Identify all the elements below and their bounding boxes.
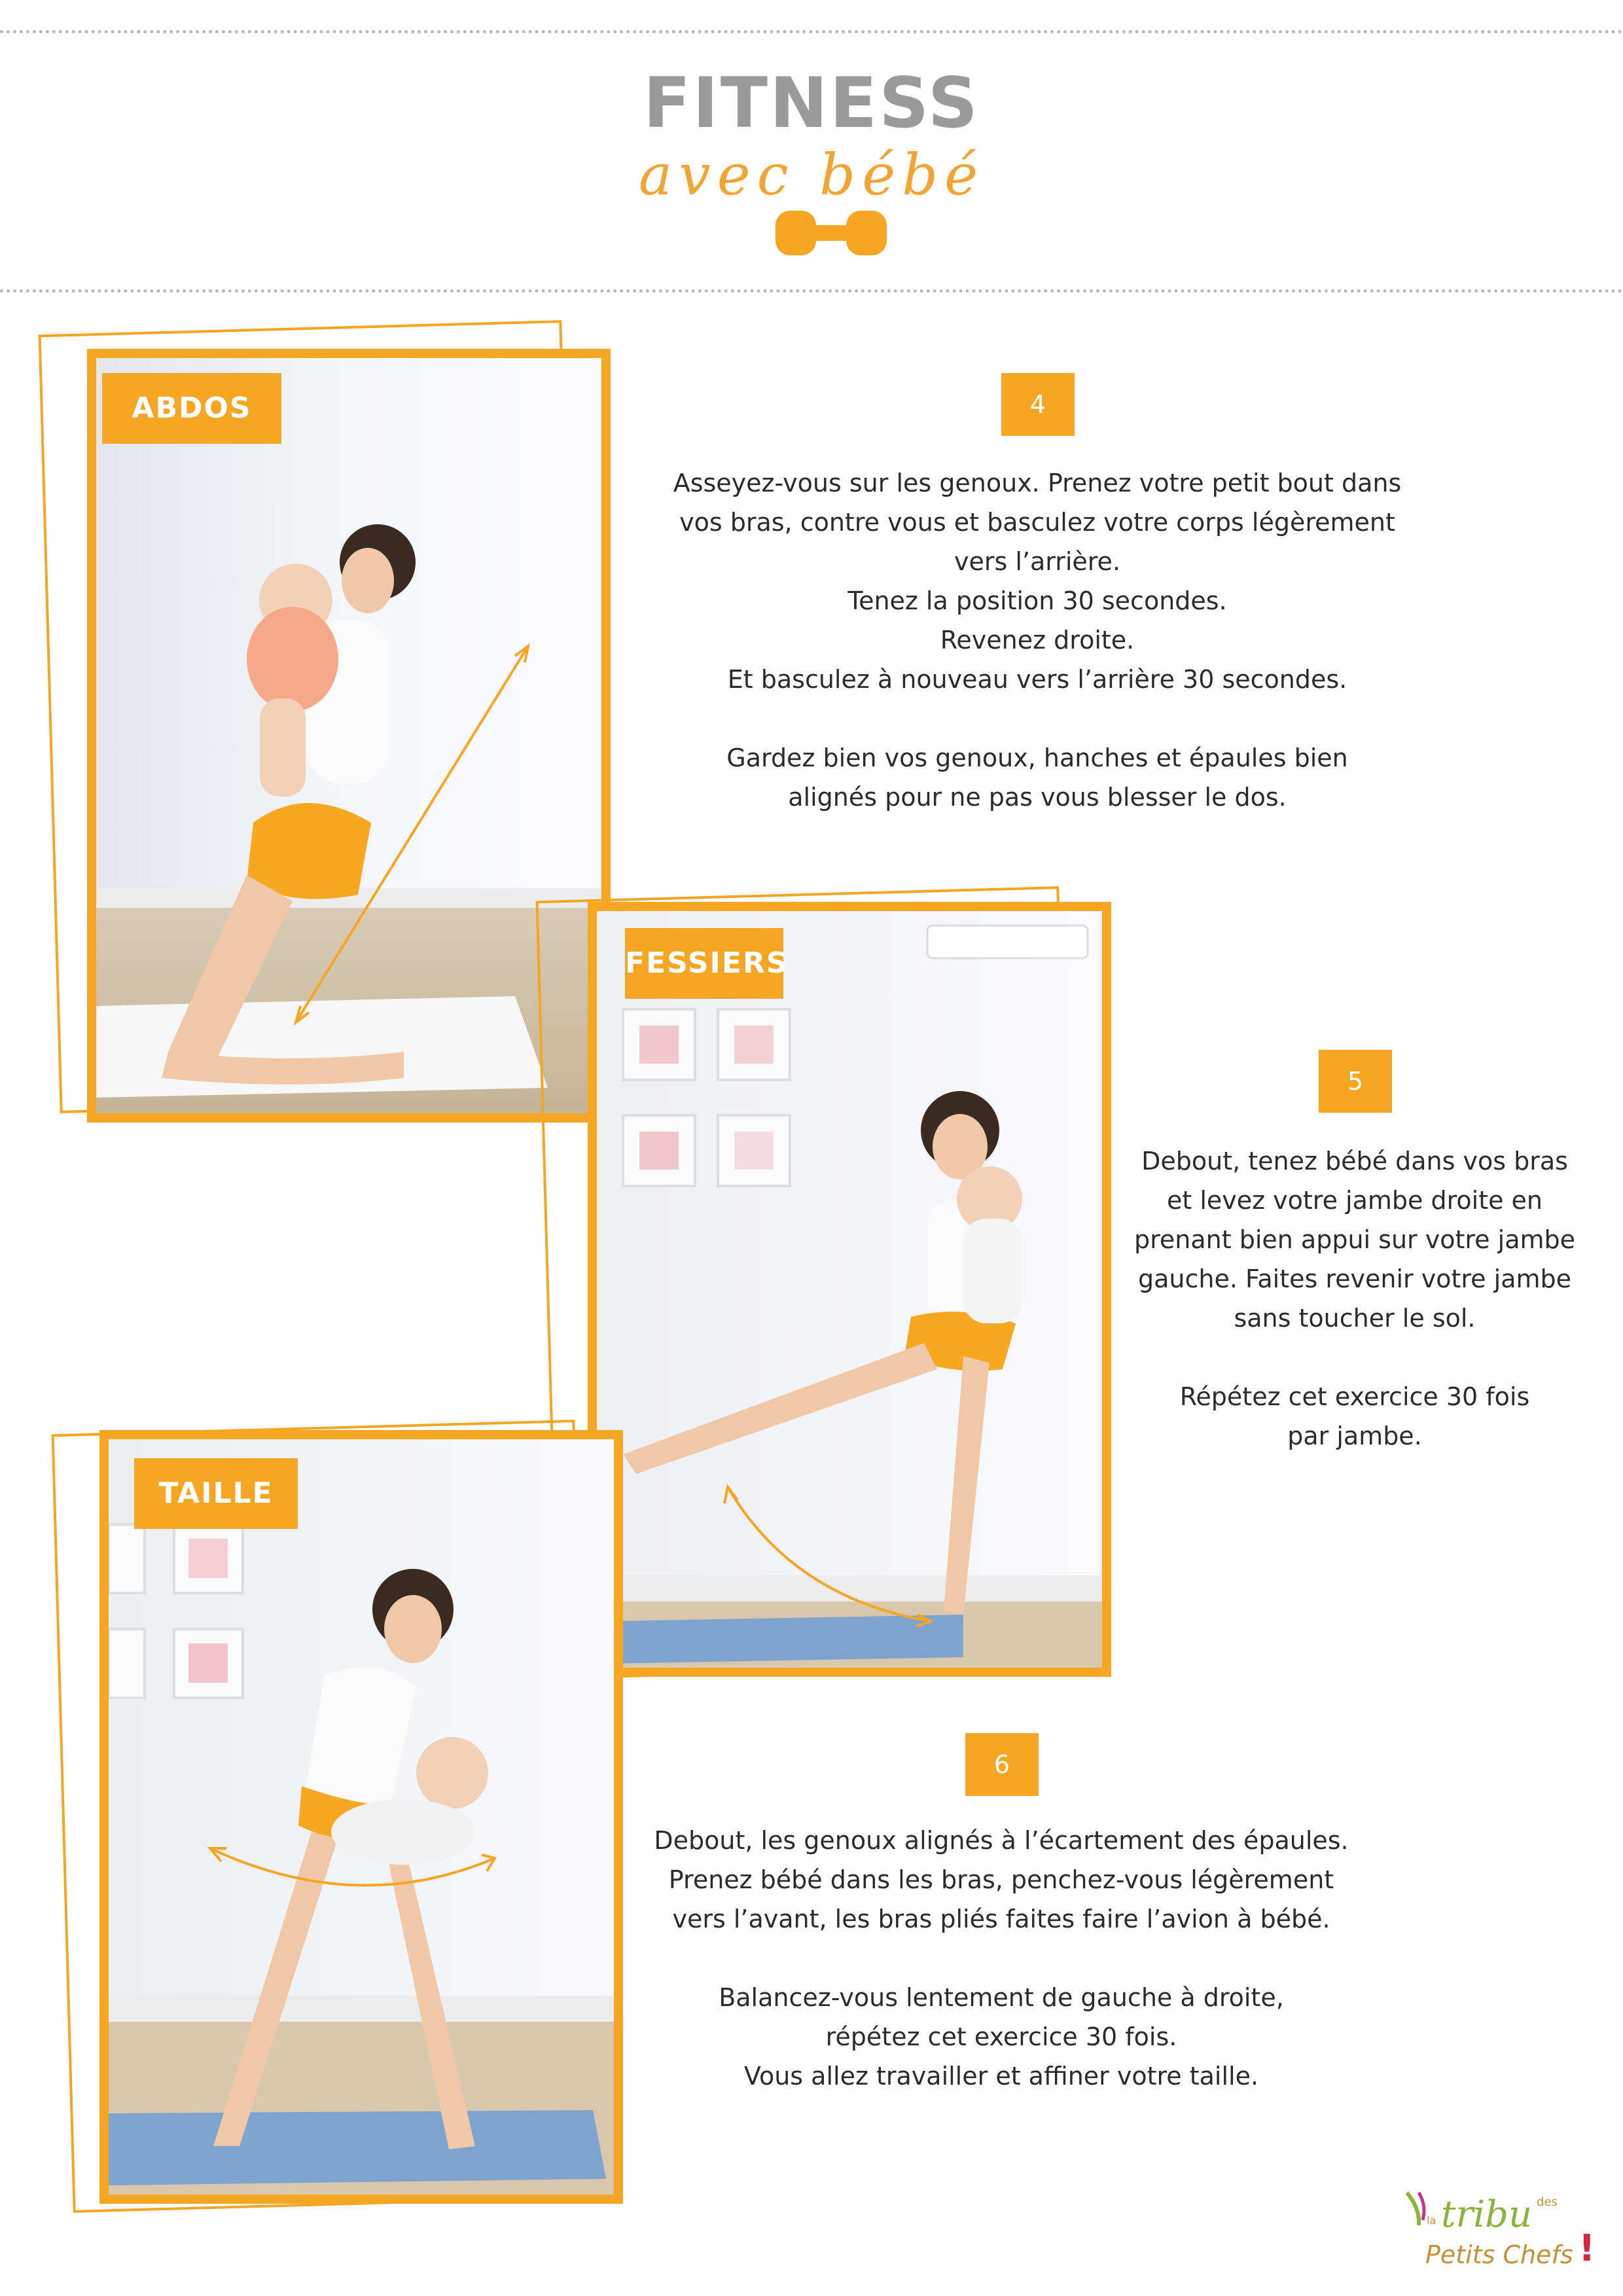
logo-exclamation-mark: ! xyxy=(1578,2227,1596,2270)
text-line: Revenez droite. xyxy=(940,626,1135,655)
text-line: prenant bien appui sur votre jambe xyxy=(1133,1225,1576,1254)
text-line: Gardez bien vos genoux, hanches et épaules bien xyxy=(726,744,1348,772)
text-line: vos bras, contre vous et basculez votre corps légèrement xyxy=(679,508,1395,537)
abdos-label: ABDOS xyxy=(102,373,281,444)
text-line: Prenez bébé dans les bras, penchez-vous légèrement xyxy=(668,1865,1334,1894)
text-line: gauche. Faites revenir votre jambe xyxy=(1138,1265,1571,1293)
text-line: Et basculez à nouveau vers l’arrière 30 secondes. xyxy=(727,665,1347,694)
step-4-instructions xyxy=(628,463,1446,817)
logo-des-text: des xyxy=(1537,2195,1558,2209)
logo-tribu-text: tribu xyxy=(1441,2193,1533,2236)
text-line: Debout, tenez bébé dans vos bras xyxy=(1141,1147,1568,1175)
dumbbell-icon xyxy=(776,207,887,259)
text-line: Asseyez-vous sur les genoux. Prenez votre petit bout dans xyxy=(673,469,1402,497)
paragraph-gap xyxy=(628,699,1446,738)
text-line: par jambe. xyxy=(1287,1422,1422,1450)
text-line: Répétez cet exercice 30 fois xyxy=(1179,1382,1530,1411)
step-number-4: 4 xyxy=(1001,373,1075,436)
header-dotted-divider xyxy=(0,289,1623,293)
text-line: vers l’arrière. xyxy=(954,547,1121,576)
text-line: alignés pour ne pas vous blesser le dos. xyxy=(788,783,1287,812)
text-line: et levez votre jambe droite en xyxy=(1166,1186,1543,1215)
step-5-instructions xyxy=(1119,1141,1590,1456)
step-number-5: 5 xyxy=(1319,1050,1392,1113)
paragraph-gap xyxy=(609,1939,1394,1978)
taille-label: TAILLE xyxy=(134,1458,298,1529)
fessiers-label: FESSIERS xyxy=(625,928,783,999)
page-title: FITNESS xyxy=(643,63,980,143)
step-6-instructions xyxy=(609,1821,1394,2096)
top-dotted-divider xyxy=(0,30,1623,33)
text-line: Vous allez travailler et affiner votre taille. xyxy=(743,2062,1259,2090)
logo-la-text: la xyxy=(1427,2214,1436,2227)
taille-photo xyxy=(99,1430,623,2204)
logo-petits-chefs-text: Petits Chefs xyxy=(1425,2240,1573,2269)
step-number-6: 6 xyxy=(965,1733,1039,1796)
paragraph-gap xyxy=(1119,1338,1590,1377)
text-line: Debout, les genoux alignés à l’écartement des épaules. xyxy=(654,1826,1349,1855)
tribu-petits-chefs-logo xyxy=(1400,2179,1597,2278)
abdos-photo xyxy=(87,349,611,1122)
text-line: répétez cet exercice 30 fois. xyxy=(825,2022,1177,2051)
text-line: vers l’avant, les bras pliés faites faire l’avion à bébé. xyxy=(672,1905,1330,1933)
text-line: Balancez-vous lentement de gauche à droite, xyxy=(719,1983,1284,2012)
text-line: sans toucher le sol. xyxy=(1234,1304,1476,1333)
page-subtitle: avec bébé xyxy=(638,143,985,208)
text-line: Tenez la position 30 secondes. xyxy=(847,586,1227,615)
fessiers-photo xyxy=(588,902,1111,1677)
